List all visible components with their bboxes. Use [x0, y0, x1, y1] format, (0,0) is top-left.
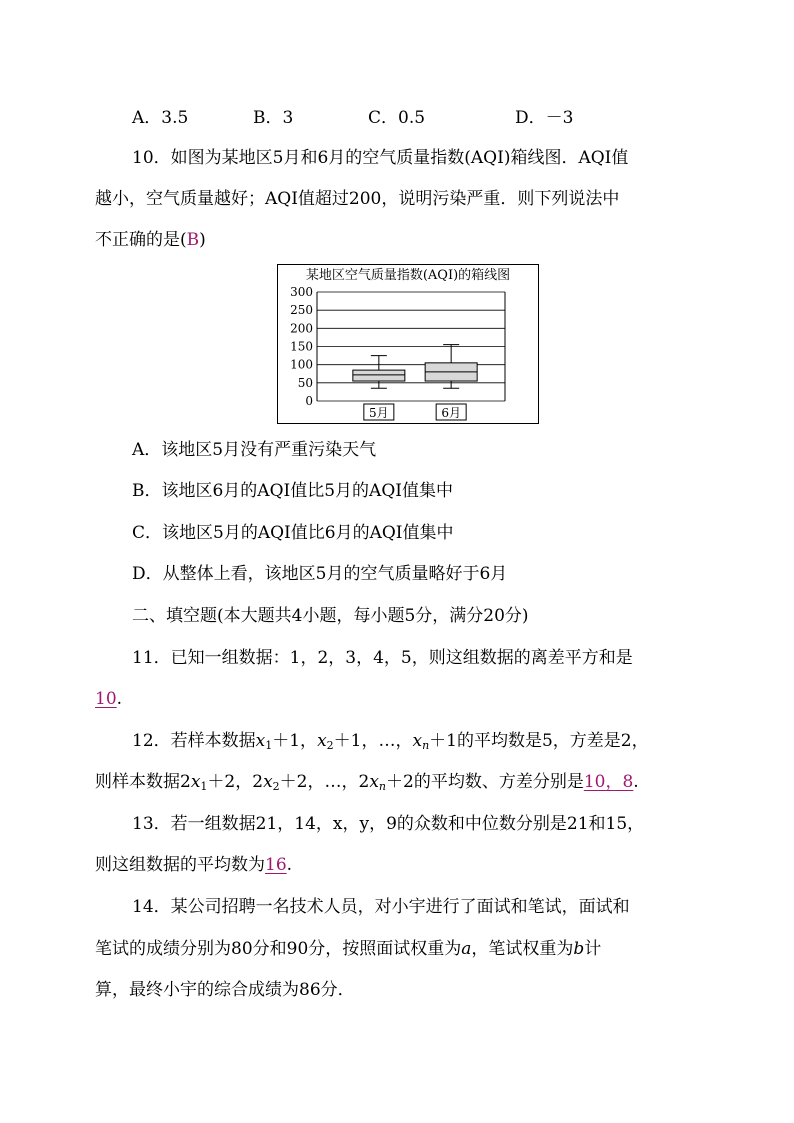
q10-open-paren: ( — [180, 230, 187, 250]
q12-period: . — [633, 772, 639, 792]
q12-line-2-mid: ＋2的平均数、方差分别是 — [386, 772, 584, 792]
q11-line-2 — [95, 687, 122, 711]
q9-option-b: B．3 — [253, 108, 294, 128]
q10-option-c: C．该地区5月的AQI值比6月的AQI值集中 — [132, 523, 454, 543]
q10-option-b: B．该地区6月的AQI值比5月的AQI值集中 — [132, 481, 453, 501]
q9-option-a: A．3.5 — [132, 108, 189, 128]
q12-sub-1: 1 — [265, 739, 273, 752]
y-tick-label: 50 — [297, 375, 313, 390]
q14-var-b: b — [573, 939, 585, 959]
q14-line-2 — [95, 937, 601, 961]
y-tick-label: 250 — [290, 303, 313, 318]
q12-var-xn: x — [412, 731, 423, 751]
q10-answer: B — [186, 230, 200, 250]
q12-sub-2-n: n — [378, 780, 387, 793]
q10-option-a: A．该地区5月没有严重污染天气 — [132, 440, 377, 460]
q12-var-2x2: x — [263, 772, 273, 792]
q12-var-x2: x — [317, 731, 327, 751]
q14-line-2-b: ，笔试权重为 — [471, 939, 574, 959]
chart-title: 某地区空气质量指数(AQI)的箱线图 — [305, 268, 511, 283]
q12-sub-n: n — [422, 739, 430, 752]
q12-stem: 12．若样本数据 — [132, 731, 256, 751]
q14-var-a: a — [461, 939, 472, 959]
q10-stem-end: 不正确的是 — [95, 230, 180, 250]
category-label: 5月 — [369, 406, 389, 420]
q13-line-2 — [95, 853, 292, 877]
q11-period: . — [116, 689, 123, 709]
q10-option-d: D．从整体上看，该地区5月的空气质量略好于6月 — [132, 564, 508, 584]
aqi-boxplot-chart — [277, 264, 539, 424]
q12-var-2x1: x — [190, 772, 201, 792]
q12-plus-2b: ＋2， — [279, 772, 325, 792]
q12-var-2xn: x — [369, 772, 379, 792]
q10-line-2: 越小，空气质量越好；AQI值超过200，说明污染严重．则下列说法中 — [95, 189, 620, 209]
q14-line-2-a: 笔试的成绩分别为80分和90分，按照面试权重为 — [95, 939, 462, 959]
q12-ellipsis-2: …， — [324, 772, 359, 792]
q12-line-2: 则样本数据$2x_1+2$，$2x_2+2$，…，$2x_n+2$的平均数、方差分别是10，8. — [95, 772, 639, 793]
q12-line-2-start: 则样本数据2 — [95, 772, 191, 792]
q9-option-d: D．－3 — [515, 108, 574, 128]
q13-line-2-text: 则这组数据的平均数为 — [95, 855, 265, 875]
q12-line-1 — [132, 729, 649, 758]
q12-plus-1a: ＋1， — [272, 731, 318, 751]
q9-option-c: C．0.5 — [368, 108, 426, 128]
q14-line-2-c: 计 — [584, 939, 602, 959]
q12-sub-2: 2 — [326, 739, 334, 752]
q12-ellipsis: …， — [378, 731, 413, 751]
category-label: 6月 — [441, 406, 461, 420]
q14-line-1: 14．某公司招聘一名技术人员，对小宇进行了面试和笔试，面试和 — [132, 897, 630, 917]
q12-plus-2a: ＋2， — [207, 772, 253, 792]
q10-line-3 — [95, 228, 206, 252]
q11-answer: 10 — [95, 689, 117, 709]
q12-line-1-tail: ＋1的平均数是5，方差是2， — [429, 731, 649, 751]
y-tick-label: 150 — [290, 339, 313, 354]
section-2-heading: 二、填空题(本大题共4小题，每小题5分，满分20分) — [132, 606, 529, 626]
y-tick-label: 200 — [290, 321, 313, 336]
y-tick-label: 100 — [290, 357, 313, 372]
q10-line-1: 10．如图为某地区5月和6月的空气质量指数(AQI)箱线图．AQI值 — [132, 148, 629, 168]
q14-line-3: 算，最终小宇的综合成绩为86分． — [95, 980, 355, 1000]
y-tick-label: 300 — [290, 285, 313, 299]
q12-sub-2-1: 1 — [200, 780, 208, 793]
q13-answer: 16 — [265, 855, 287, 875]
iqr-box — [353, 370, 405, 381]
q13-line-1: 13．若一组数据21，14，x，y，9的众数和中位数分别是21和15， — [132, 814, 645, 834]
q12-plus-1b: ＋1， — [333, 731, 379, 751]
y-tick-label: 0 — [305, 394, 313, 408]
q10-close-paren: ) — [199, 230, 206, 250]
q12-answer: 10，8 — [583, 772, 634, 792]
q13-period: . — [286, 855, 293, 875]
q11-line-1: 11．已知一组数据：1，2，3，4，5，则这组数据的离差平方和是 — [132, 648, 633, 668]
q12-sub-2-2: 2 — [272, 780, 280, 793]
q12-var-x1: x — [255, 731, 266, 751]
